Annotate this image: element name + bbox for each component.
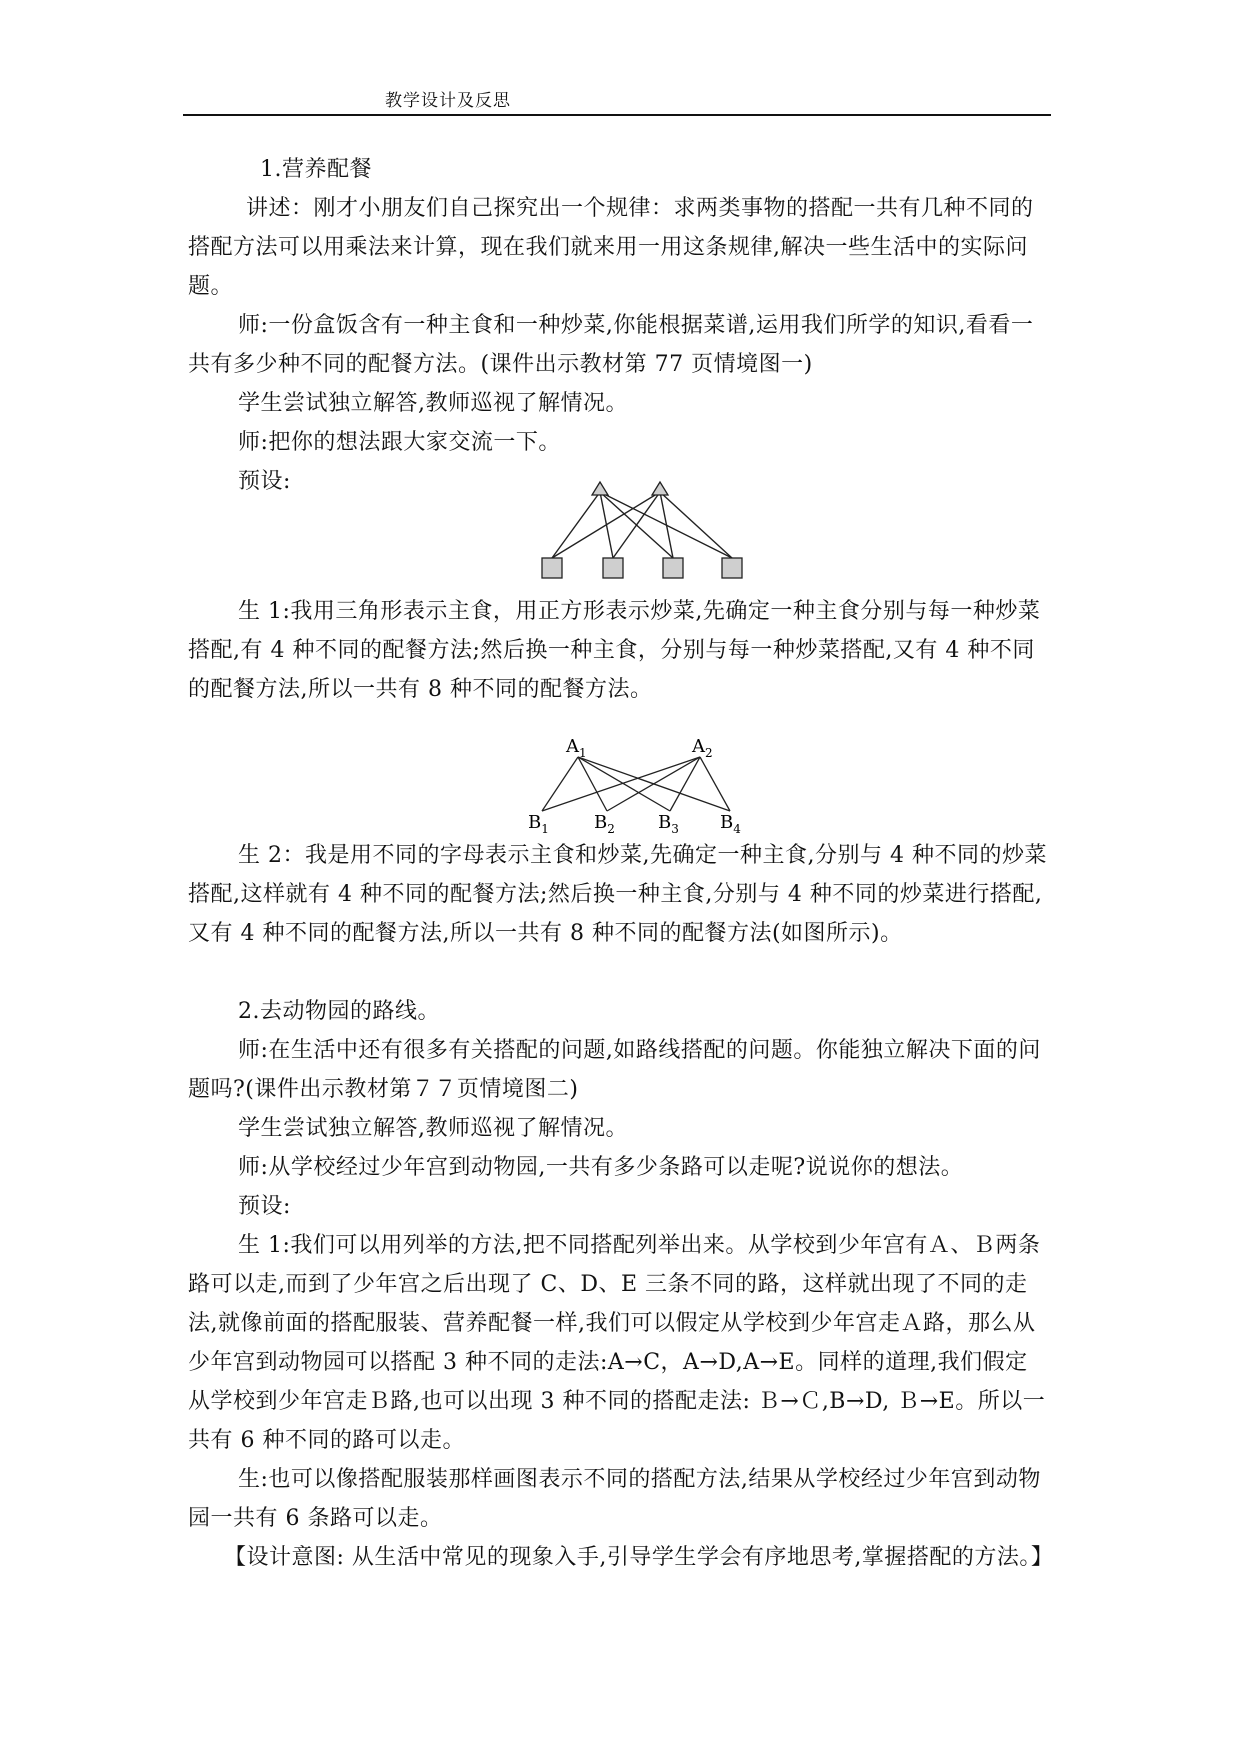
page-header-title: 教学设计及反思 xyxy=(385,91,511,111)
section1-heading: 1.营养配餐 xyxy=(260,157,372,182)
section2-paragraph-3: 师:从学校经过少年宫到动物园,一共有多少条路可以走呢?说说你的想法。 xyxy=(238,1155,964,1180)
square-icon xyxy=(663,558,683,578)
section2-paragraph-2: 学生尝试独立解答,教师巡视了解情况。 xyxy=(238,1116,628,1141)
section1-paragraph-5: 预设: xyxy=(238,469,291,494)
node-label-b2: $B_2$ xyxy=(594,812,615,835)
section1-paragraph-6: 生 1:我用三角形表示主食，用正方形表示炒菜,先确定一种主食分别与每一种炒菜搭配,有 4 种不同的配餐方法;然后换一种主食，分别与每一种炒菜搭配,又有 4 种不同的配餐方法,所以一共有 8 种不同的配餐方法。 xyxy=(188,599,1041,702)
square-icon xyxy=(722,558,742,578)
section1-paragraph-1: 讲述：刚才小朋友们自己探究出一个规律：求两类事物的搭配一共有几种不同的搭配方法可以用乘法来计算，现在我们就来用一用这条规律,解决一些生活中的实际问题。 xyxy=(188,196,1034,299)
pairing-lines xyxy=(542,757,730,811)
section2-paragraph-6: 生:也可以像搭配服装那样画图表示不同的搭配方法,结果从学校经过少年宫到动物园一共有 6 条路可以走。 xyxy=(188,1467,1041,1531)
node-label-b1: $B_1$ xyxy=(528,812,549,835)
pairing-diagram-shapes xyxy=(530,480,770,590)
header-divider xyxy=(183,114,1051,116)
pairing-lines xyxy=(552,492,732,558)
section2-paragraph-4: 预设: xyxy=(238,1194,291,1219)
design-intent-note: 【设计意图: 从生活中常见的现象入手,引导学生学会有序地思考,掌握搭配的方法。】 xyxy=(224,1545,1054,1570)
triangle-icon xyxy=(592,482,608,495)
node-label-a2: $A_2$ xyxy=(692,736,713,760)
triangle-icon xyxy=(652,482,668,495)
pairing-diagram-letters xyxy=(520,735,780,835)
section2-paragraph-5: 生 1:我们可以用列举的方法,把不同搭配列举出来。从学校到少年宫有Ａ、Ｂ两条路可以走,而到了少年宫之后出现了 C、D、E 三条不同的路，这样就出现了不同的走法,就像前面的搭配服装、营养配餐一样,我们可以假定从学校到少年宫走Ａ路，那么从少年宫到动物园可以搭配 3 种不同的走法:A→C，A→D,A→E。同样的道理,我们假定从学校到少年宫走Ｂ路,也可以出现 3 种不同的搭配走法: Ｂ→Ｃ,B→D, Ｂ→E。所以一共有 6 种不同的路可以走。 xyxy=(188,1233,1046,1453)
node-label-a1: $A_1$ xyxy=(566,736,587,760)
square-icon xyxy=(542,558,562,578)
section1-paragraph-4: 师:把你的想法跟大家交流一下。 xyxy=(238,430,561,455)
section2-paragraph-1: 师:在生活中还有很多有关搭配的问题,如路线搭配的问题。你能独立解决下面的问题吗?(课件出示教材第７７页情境图二) xyxy=(188,1038,1041,1102)
section2-heading: 2.去动物园的路线。 xyxy=(238,999,440,1024)
square-icon xyxy=(603,558,623,578)
node-label-b4: $B_4$ xyxy=(720,812,741,835)
section1-paragraph-3: 学生尝试独立解答,教师巡视了解情况。 xyxy=(238,391,628,416)
section1-paragraph-7: 生 2：我是用不同的字母表示主食和炒菜,先确定一种主食,分别与 4 种不同的炒菜搭配,这样就有 4 种不同的配餐方法;然后换一种主食,分别与 4 种不同的炒菜进行搭配,又有 4 种不同的配餐方法,所以一共有 8 种不同的配餐方法(如图所示)。 xyxy=(188,843,1047,946)
section1-paragraph-2: 师:一份盒饭含有一种主食和一种炒菜,你能根据菜谱,运用我们所学的知识,看看一共有多少种不同的配餐方法。(课件出示教材第 77 页情境图一) xyxy=(188,313,1034,377)
node-label-b3: $B_3$ xyxy=(658,812,679,835)
